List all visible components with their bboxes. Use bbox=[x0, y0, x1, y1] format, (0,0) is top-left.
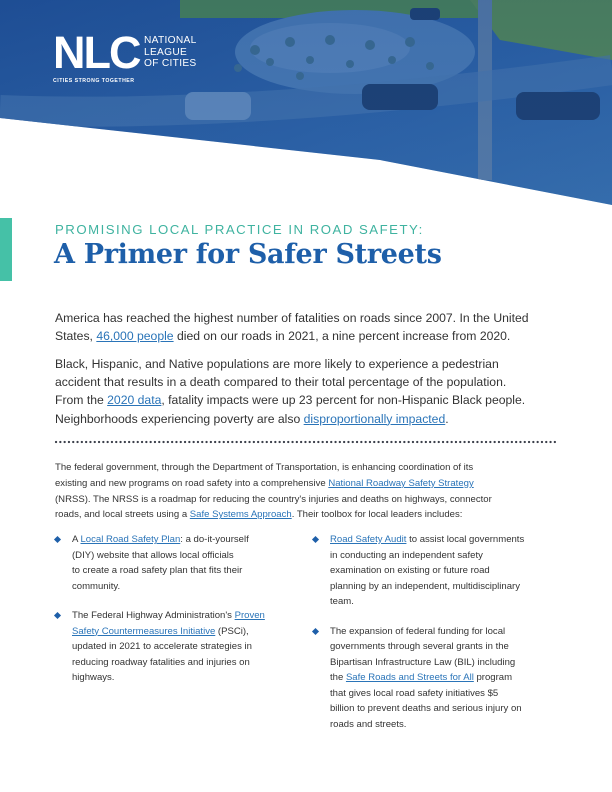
dotted-divider bbox=[54, 439, 560, 445]
link-proven-safety-countermeasures[interactable]: Proven bbox=[234, 610, 265, 621]
text: A bbox=[72, 534, 81, 545]
text: highways. bbox=[72, 672, 115, 683]
text: team. bbox=[330, 596, 354, 607]
logo-word: NATIONAL bbox=[144, 35, 197, 46]
list-item bbox=[313, 624, 563, 733]
page-title: A Primer for Safer Streets bbox=[54, 239, 442, 270]
text: roads and streets. bbox=[330, 718, 407, 730]
link-disproportionally-impacted[interactable]: disproportionally impacted bbox=[303, 411, 446, 426]
text: examination on existing or future road bbox=[330, 565, 490, 576]
link-2020-data[interactable]: 2020 data bbox=[107, 393, 162, 408]
text: billion to prevent deaths and serious injury on bbox=[330, 703, 522, 714]
page-kicker: PROMISING LOCAL PRACTICE IN ROAD SAFETY: bbox=[55, 222, 424, 237]
text: : a do-it-yourself bbox=[180, 534, 249, 545]
text: to assist local governments bbox=[406, 534, 525, 545]
text: accident that results in a death compared to their total percentage of the population. bbox=[55, 375, 507, 390]
list-item bbox=[55, 608, 285, 686]
text: Black, Hispanic, and Native populations are more likely to experience a pedestrian bbox=[55, 357, 499, 371]
paragraph-disparities bbox=[55, 355, 555, 428]
text: that gives local road safety initiatives $5 bbox=[330, 687, 499, 699]
text: the bbox=[330, 672, 346, 683]
bullet-diamond-icon bbox=[54, 612, 61, 619]
toolbox-list-left bbox=[55, 532, 285, 700]
paragraph-fatalities bbox=[55, 309, 555, 345]
text: , fatality impacts were up 23 percent for non-Hispanic Black people. bbox=[161, 393, 526, 408]
link-safe-roads-and-streets-for-all[interactable]: Safe Roads and Streets for All bbox=[345, 672, 474, 683]
text: America has reached the highest number of fatalities on roads since 2007. In the United bbox=[55, 311, 529, 325]
text: The federal government, through the Department of Transportation, is enhancing coordination of its bbox=[55, 462, 474, 473]
bullet-diamond-icon bbox=[54, 536, 61, 543]
list-item bbox=[55, 532, 285, 594]
text: The expansion of federal funding for local bbox=[330, 625, 506, 637]
bullet-diamond-icon bbox=[312, 536, 319, 543]
text: updated in 2021 to accelerate strategies in bbox=[72, 641, 252, 652]
intro-paragraph bbox=[55, 460, 560, 523]
link-46000-people[interactable]: 46,000 people bbox=[96, 329, 174, 344]
text: planning by an independent, multidisciplinary bbox=[330, 580, 521, 592]
link-road-safety-audit[interactable]: Road Safety Audit bbox=[330, 534, 407, 545]
toolbox-list-right bbox=[313, 532, 563, 746]
text: community. bbox=[72, 580, 121, 592]
text: reducing roadway fatalities and injuries on bbox=[72, 656, 250, 668]
text: From the bbox=[55, 393, 108, 408]
list-item bbox=[313, 532, 563, 610]
text: program bbox=[473, 672, 513, 683]
bullet-diamond-icon bbox=[312, 627, 319, 634]
text: existing and new programs on road safety into a comprehensive bbox=[55, 477, 329, 489]
logo-word: OF CITIES bbox=[144, 58, 197, 69]
text: . bbox=[445, 411, 449, 426]
accent-bar bbox=[0, 218, 12, 281]
text: States, bbox=[55, 329, 97, 344]
text: Neighborhoods experiencing poverty are also bbox=[55, 411, 304, 426]
text: to create a road safety plan that fits their bbox=[72, 565, 243, 576]
link-proven-safety-countermeasures-cont[interactable]: Safety Countermeasures Initiative bbox=[72, 625, 216, 637]
text: (DIY) website that allows local officials bbox=[72, 549, 234, 561]
text: roads, and local streets using a bbox=[55, 509, 190, 521]
text: Bipartisan Infrastructure Law (BIL) including bbox=[330, 656, 516, 668]
logo-mark: NLC bbox=[53, 27, 140, 78]
text: . Their toolbox for local leaders includes: bbox=[291, 509, 463, 521]
text: (NRSS). The NRSS is a roadmap for reducing the country's injuries and deaths on highways, connector bbox=[55, 493, 492, 505]
logo-tagline: CITIES STRONG TOGETHER bbox=[53, 78, 135, 84]
text: (PSCi), bbox=[215, 625, 249, 637]
text: in conducting an independent safety bbox=[330, 549, 483, 561]
text: governments through several grants in the bbox=[330, 641, 509, 652]
link-safe-systems-approach[interactable]: Safe Systems Approach bbox=[189, 509, 292, 521]
text: died on our roads in 2021, a nine percent increase from 2020. bbox=[173, 329, 511, 344]
text: The Federal Highway Administration's bbox=[72, 610, 235, 621]
link-national-roadway-safety-strategy[interactable]: National Roadway Safety Strategy bbox=[328, 477, 474, 489]
logo-wordmark bbox=[144, 35, 197, 70]
logo-word: LEAGUE bbox=[144, 46, 188, 58]
link-local-road-safety-plan[interactable]: Local Road Safety Plan bbox=[80, 534, 181, 545]
hero-banner bbox=[0, 0, 612, 235]
